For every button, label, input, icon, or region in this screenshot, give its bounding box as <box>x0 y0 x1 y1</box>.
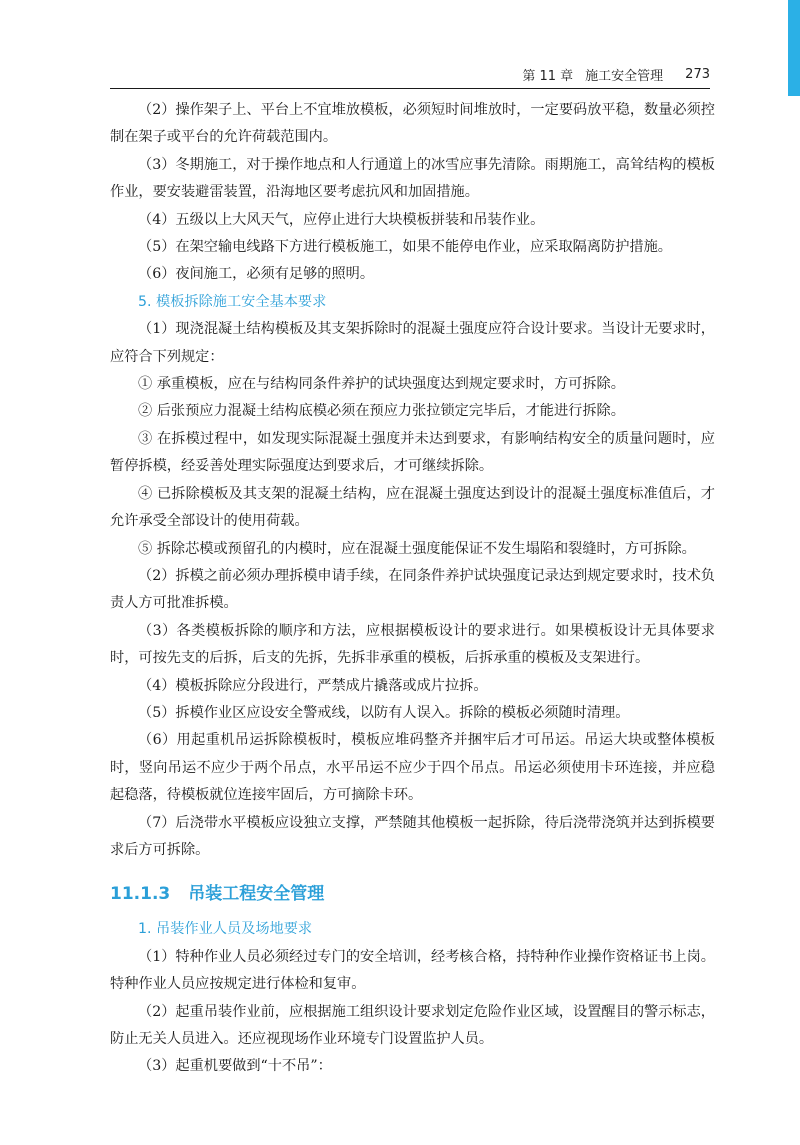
paragraph: （1）特种作业人员必须经过专门的安全培训，经考核合格，持特种作业操作资格证书上岗。特种作业人员应按规定进行体检和复审。 <box>110 948 715 993</box>
paragraph: （7）后浇带水平模板应设独立支撑，严禁随其他模板一起拆除，待后浇带浇筑并达到拆模要求后方可拆除。 <box>110 814 715 858</box>
section-heading <box>110 880 715 908</box>
sub-heading: 5. 模板拆除施工安全基本要求 <box>138 293 327 310</box>
paragraph: （3）冬期施工，对于操作地点和人行通道上的冰雪应事先清除。雨期施工，高耸结构的模板作业，要安装避雷装置，沿海地区要考虑抗风和加固措施。 <box>110 156 715 201</box>
paragraph: （5）拆模作业区应设安全警戒线，以防有人误入。拆除的模板必须随时清理。 <box>138 704 630 721</box>
paragraph: ① 承重模板，应在与结构同条件养护的试块强度达到规定要求时，方可拆除。 <box>138 376 625 393</box>
chapter-tab-bar <box>788 0 800 96</box>
sub-heading: 1. 吊装作业人员及场地要求 <box>138 921 313 938</box>
paragraph: ⑤ 拆除芯模或预留孔的内模时，应在混凝土强度能保证不发生塌陷和裂缝时，方可拆除。 <box>138 540 696 557</box>
page-number: 273 <box>685 66 710 82</box>
paragraph: （3）各类模板拆除的顺序和方法，应根据模板设计的要求进行。如果模板设计无具体要求时，可按先支的后拆，后支的先拆，先拆非承重的模板，后拆承重的模板及支架进行。 <box>110 622 715 667</box>
chapter-label: 第 11 章 <box>522 68 574 84</box>
paragraph: （3）起重机要做到“十不吊”： <box>138 1058 332 1075</box>
paragraph: （6）夜间施工，必须有足够的照明。 <box>138 266 375 283</box>
paragraph: （1）现浇混凝土结构模板及其支架拆除时的混凝土强度应符合设计要求。当设计无要求时，应符合下列规定： <box>110 321 715 365</box>
paragraph: （2）操作架子上、平台上不宜堆放模板，必须短时间堆放时，一定要码放平稳，数量必须控制在架子或平台的允许荷载范围内。 <box>110 102 715 146</box>
paragraph: ② 后张预应力混凝土结构底模必须在预应力张拉锁定完毕后，才能进行拆除。 <box>138 403 625 420</box>
running-header <box>110 60 710 89</box>
paragraph: ③ 在拆模过程中，如发现实际混凝土强度并未达到要求，有影响结构安全的质量问题时，应暂停拆模，经妥善处理实际强度达到要求后，才可继续拆除。 <box>110 430 715 475</box>
paragraph: （4）五级以上大风天气，应停止进行大块模板拼装和吊装作业。 <box>138 211 545 228</box>
page-body <box>110 97 715 1081</box>
paragraph: （4）模板拆除应分段进行，严禁成片撬落或成片拉拆。 <box>138 677 488 694</box>
paragraph: （2）拆模之前必须办理拆模申请手续，在同条件养护试块强度记录达到规定要求时，技术负责人方可批准拆模。 <box>110 567 715 612</box>
section-title: 吊装工程安全管理 <box>188 884 325 905</box>
paragraph: （2）起重吊装作业前，应根据施工组织设计要求划定危险作业区域，设置醒目的警示标志，防止无关人员进入。还应视现场作业环境专门设置监护人员。 <box>110 1003 715 1047</box>
paragraph: （5）在架空输电线路下方进行模板施工，如果不能停电作业，应采取隔离防护措施。 <box>138 239 672 256</box>
paragraph: （6）用起重机吊运拆除模板时，模板应堆码整齐并捆牢后才可吊运。吊运大块或整体模板时，竖向吊运不应少于两个吊点，水平吊运不应少于四个吊点。吊运必须使用卡环连接，并应稳起稳落，待模板就位连接牢固后，方可摘除卡环。 <box>110 732 715 804</box>
paragraph: ④ 已拆除模板及其支架的混凝土结构，应在混凝土强度达到设计的混凝土强度标准值后，才允许承受全部设计的使用荷载。 <box>110 485 715 530</box>
section-number: 11.1.3 <box>110 884 171 905</box>
chapter-title: 施工安全管理 <box>585 68 664 84</box>
